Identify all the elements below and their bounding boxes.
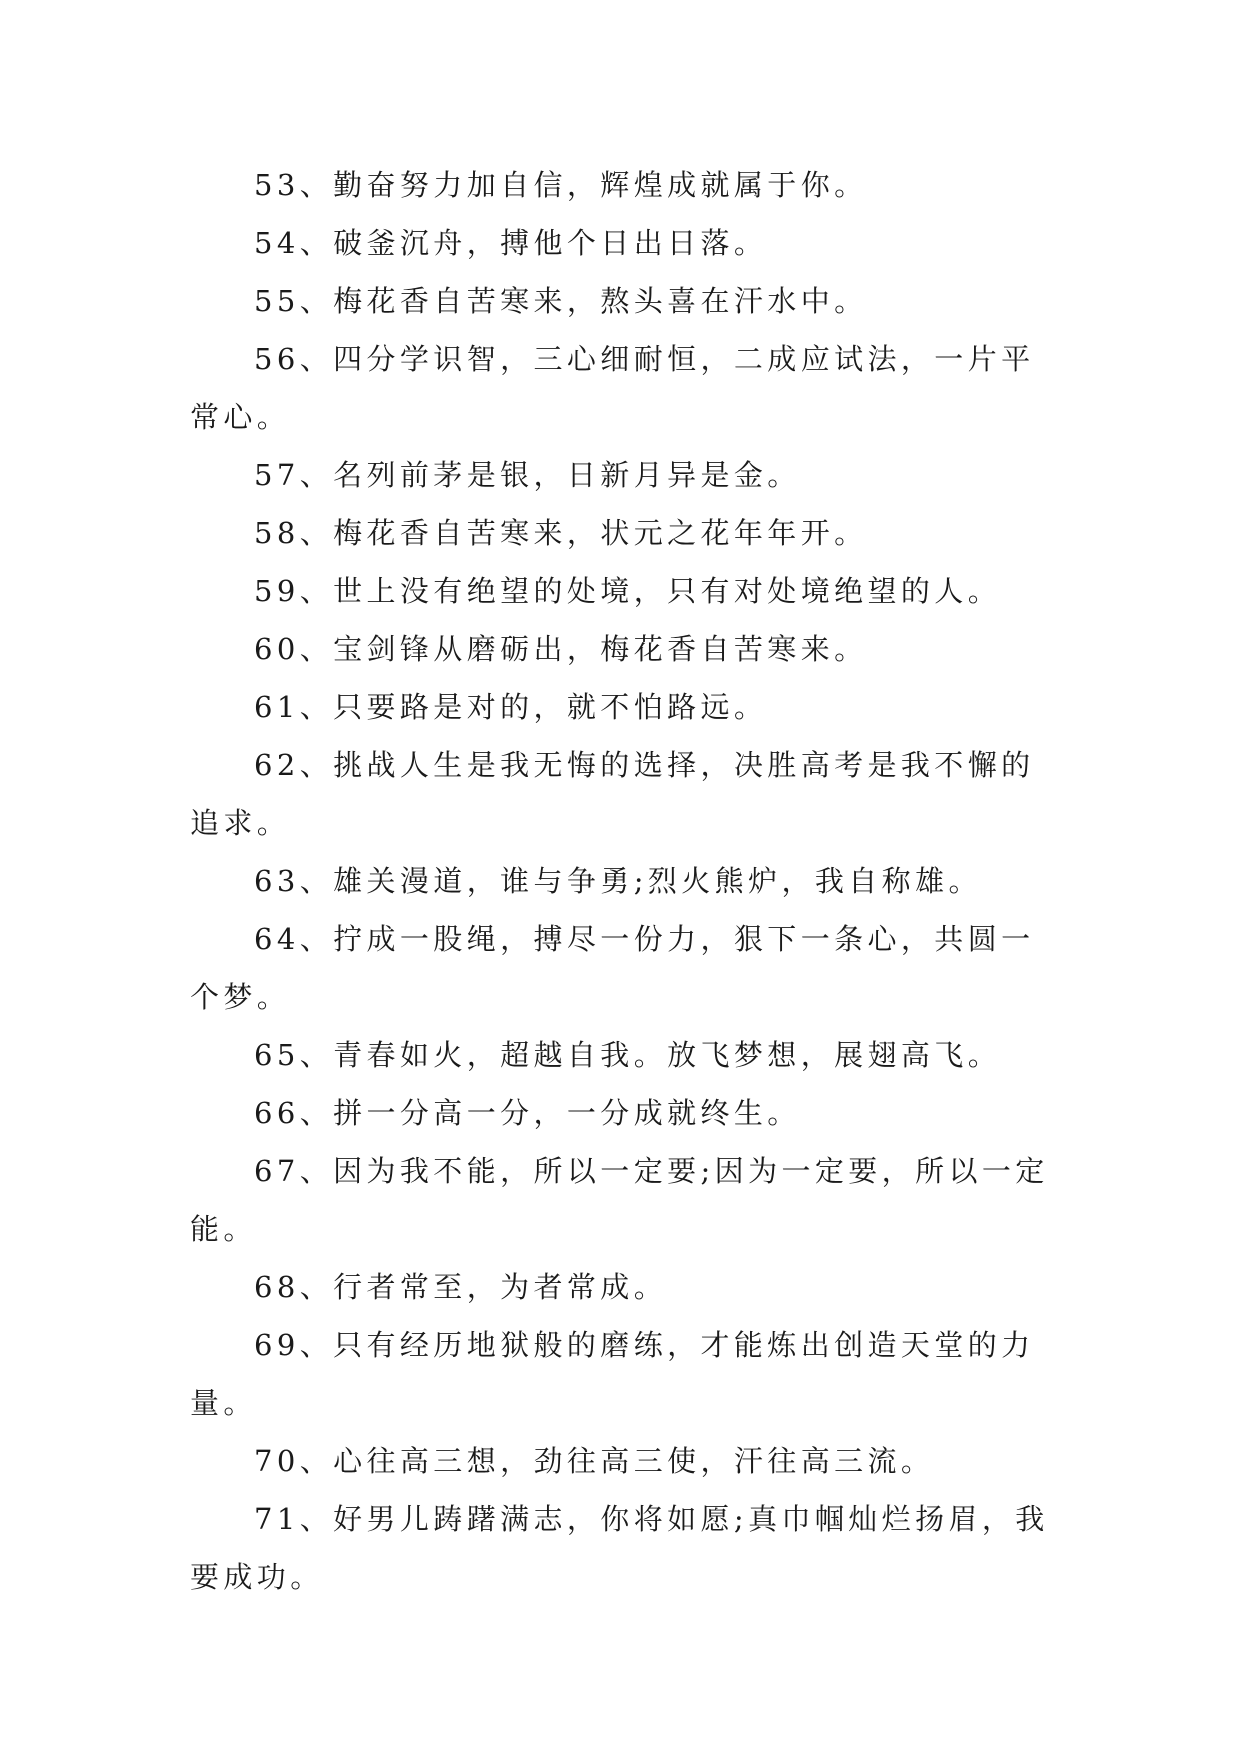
paragraph-70: 70、心往高三想，劲往高三使，汗往高三流。 (254, 1444, 935, 1478)
paragraph-68: 68、行者常至，为者常成。 (254, 1270, 668, 1304)
paragraph-56: 56、四分学识智，三心细耐恒，二成应试法，一片平常心。 (190, 342, 1035, 434)
paragraph-67: 67、因为我不能，所以一定要;因为一定要，所以一定能。 (190, 1154, 1049, 1246)
paragraph-65: 65、青春如火，超越自我。放飞梦想，展翅高飞。 (254, 1038, 1002, 1072)
paragraph-53: 53、勤奋努力加自信，辉煌成就属于你。 (254, 168, 868, 202)
paragraph-54: 54、破釜沉舟，搏他个日出日落。 (254, 226, 768, 260)
paragraph-63: 63、雄关漫道，谁与争勇;烈火熊炉，我自称雄。 (254, 864, 982, 898)
paragraph-71: 71、好男儿踌躇满志，你将如愿;真巾帼灿烂扬眉，我要成功。 (190, 1502, 1049, 1594)
paragraph-55: 55、梅花香自苦寒来，熬头喜在汗水中。 (254, 284, 868, 318)
paragraph-60: 60、宝剑锋从磨砺出，梅花香自苦寒来。 (254, 632, 868, 666)
paragraph-64: 64、拧成一股绳，搏尽一份力，狠下一条心，共圆一个梦。 (190, 922, 1035, 1014)
paragraph-61: 61、只要路是对的，就不怕路远。 (254, 690, 768, 724)
paragraph-66: 66、拼一分高一分，一分成就终生。 (254, 1096, 801, 1130)
paragraph-62: 62、挑战人生是我无悔的选择，决胜高考是我不懈的追求。 (190, 748, 1035, 840)
paragraph-58: 58、梅花香自苦寒来，状元之花年年开。 (254, 516, 868, 550)
paragraph-69: 69、只有经历地狱般的磨练，才能炼出创造天堂的力量。 (190, 1328, 1035, 1420)
paragraph-59: 59、世上没有绝望的处境，只有对处境绝望的人。 (254, 574, 1002, 608)
document-body (190, 156, 1050, 1606)
paragraph-57: 57、名列前茅是银，日新月异是金。 (254, 458, 801, 492)
